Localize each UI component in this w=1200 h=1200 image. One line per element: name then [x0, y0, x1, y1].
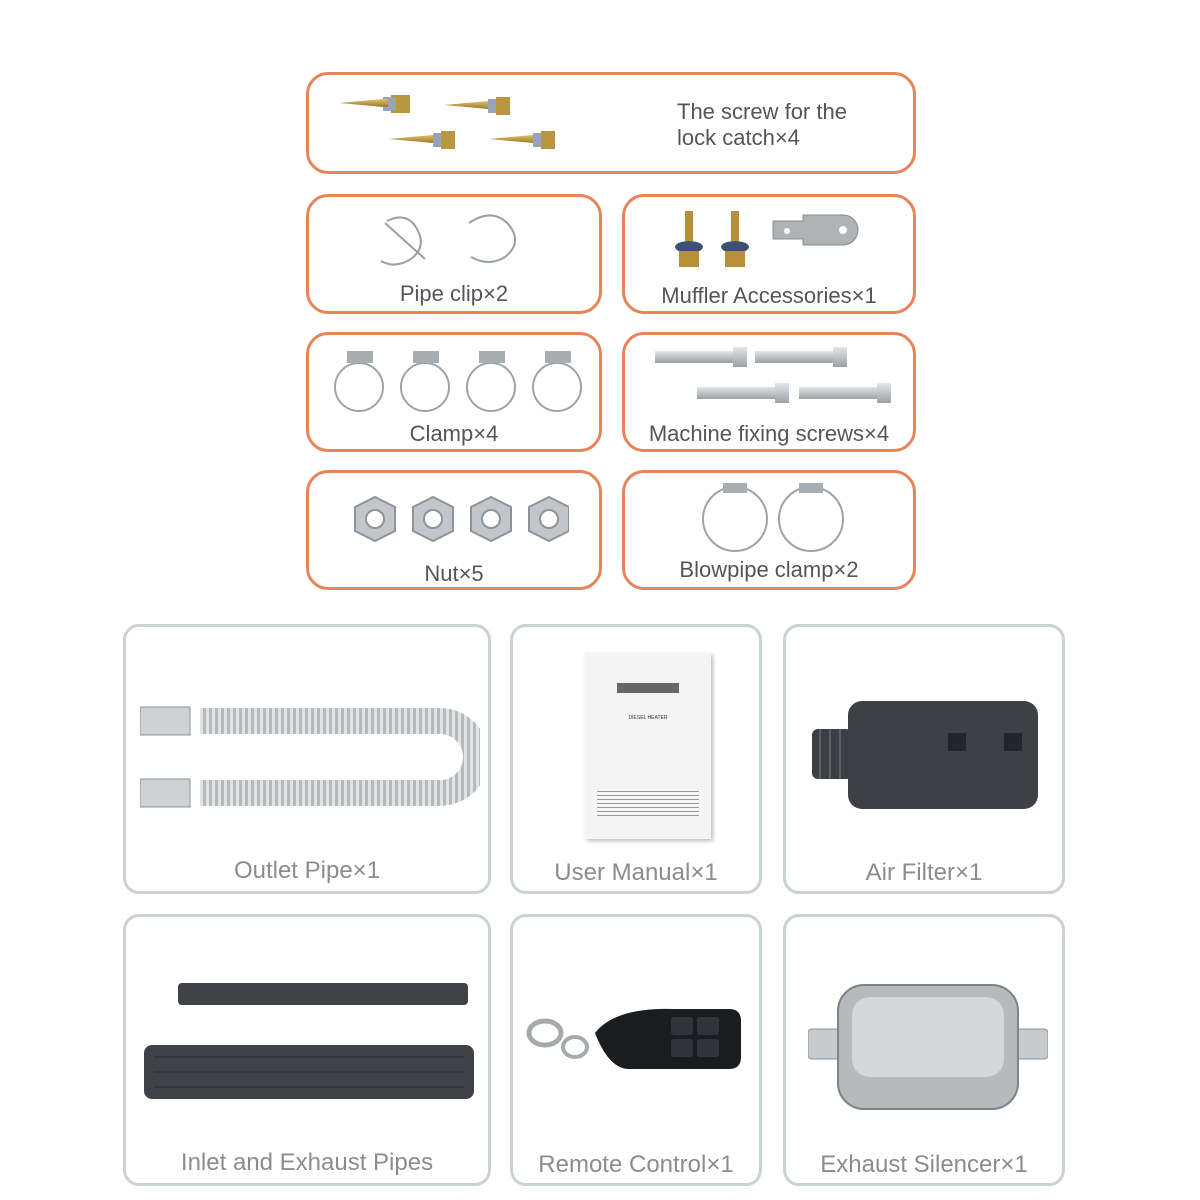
manual-subtitle: DIESEL HEATER [628, 715, 668, 721]
blowpipe-clamp-illustration [695, 481, 855, 553]
product-card-remote-control [510, 914, 762, 1186]
manual-body-text [597, 791, 699, 817]
exhaust-silencer-illustration [808, 977, 1048, 1117]
accessory-card-machine-screws [622, 332, 916, 452]
product-card-user-manual [510, 624, 762, 894]
user-manual-booklet [585, 653, 711, 839]
muffler-accessory-illustration [673, 207, 873, 273]
machine-screw-illustration [653, 345, 893, 415]
nut-label: Nut×5 [424, 561, 484, 586]
product-card-inlet-exhaust-pipes [123, 914, 491, 1186]
inlet-exhaust-pipes-illustration [144, 977, 476, 1107]
accessory-card-pipe-clip [306, 194, 602, 314]
remote-control-illustration [523, 1003, 753, 1093]
inlet-exhaust-pipes-label: Inlet and Exhaust Pipes [180, 1149, 434, 1176]
exhaust-silencer-label: Exhaust Silencer×1 [820, 1151, 1028, 1178]
accessory-card-lock-screws [306, 72, 916, 174]
user-manual-label: User Manual×1 [554, 859, 718, 886]
lock-screw-illustration [339, 89, 569, 159]
product-card-air-filter [783, 624, 1065, 894]
air-filter-illustration [812, 697, 1042, 817]
manual-logo [617, 683, 679, 693]
blowpipe-clamp-label: Blowpipe clamp×2 [679, 557, 859, 582]
machine-screws-label: Machine fixing screws×4 [648, 421, 890, 446]
pipe-clip-illustration [379, 211, 539, 271]
air-filter-label: Air Filter×1 [865, 859, 983, 886]
nut-illustration [349, 493, 569, 549]
lock-screw-label: The screw for the lock catch×4 [677, 99, 847, 150]
clamp-label: Clamp×4 [409, 421, 499, 446]
accessory-card-clamp [306, 332, 602, 452]
accessory-card-blowpipe-clamp [622, 470, 916, 590]
accessory-card-nut [306, 470, 602, 590]
outlet-pipe-label: Outlet Pipe×1 [233, 857, 381, 884]
pipe-clip-label: Pipe clip×2 [399, 281, 509, 306]
clamp-illustration [327, 345, 587, 415]
product-card-outlet-pipe [123, 624, 491, 894]
outlet-pipe-illustration [140, 697, 480, 817]
accessory-card-muffler-accessories [622, 194, 916, 314]
remote-control-label: Remote Control×1 [538, 1151, 734, 1178]
muffler-accessories-label: Muffler Accessories×1 [661, 283, 877, 308]
product-card-exhaust-silencer [783, 914, 1065, 1186]
